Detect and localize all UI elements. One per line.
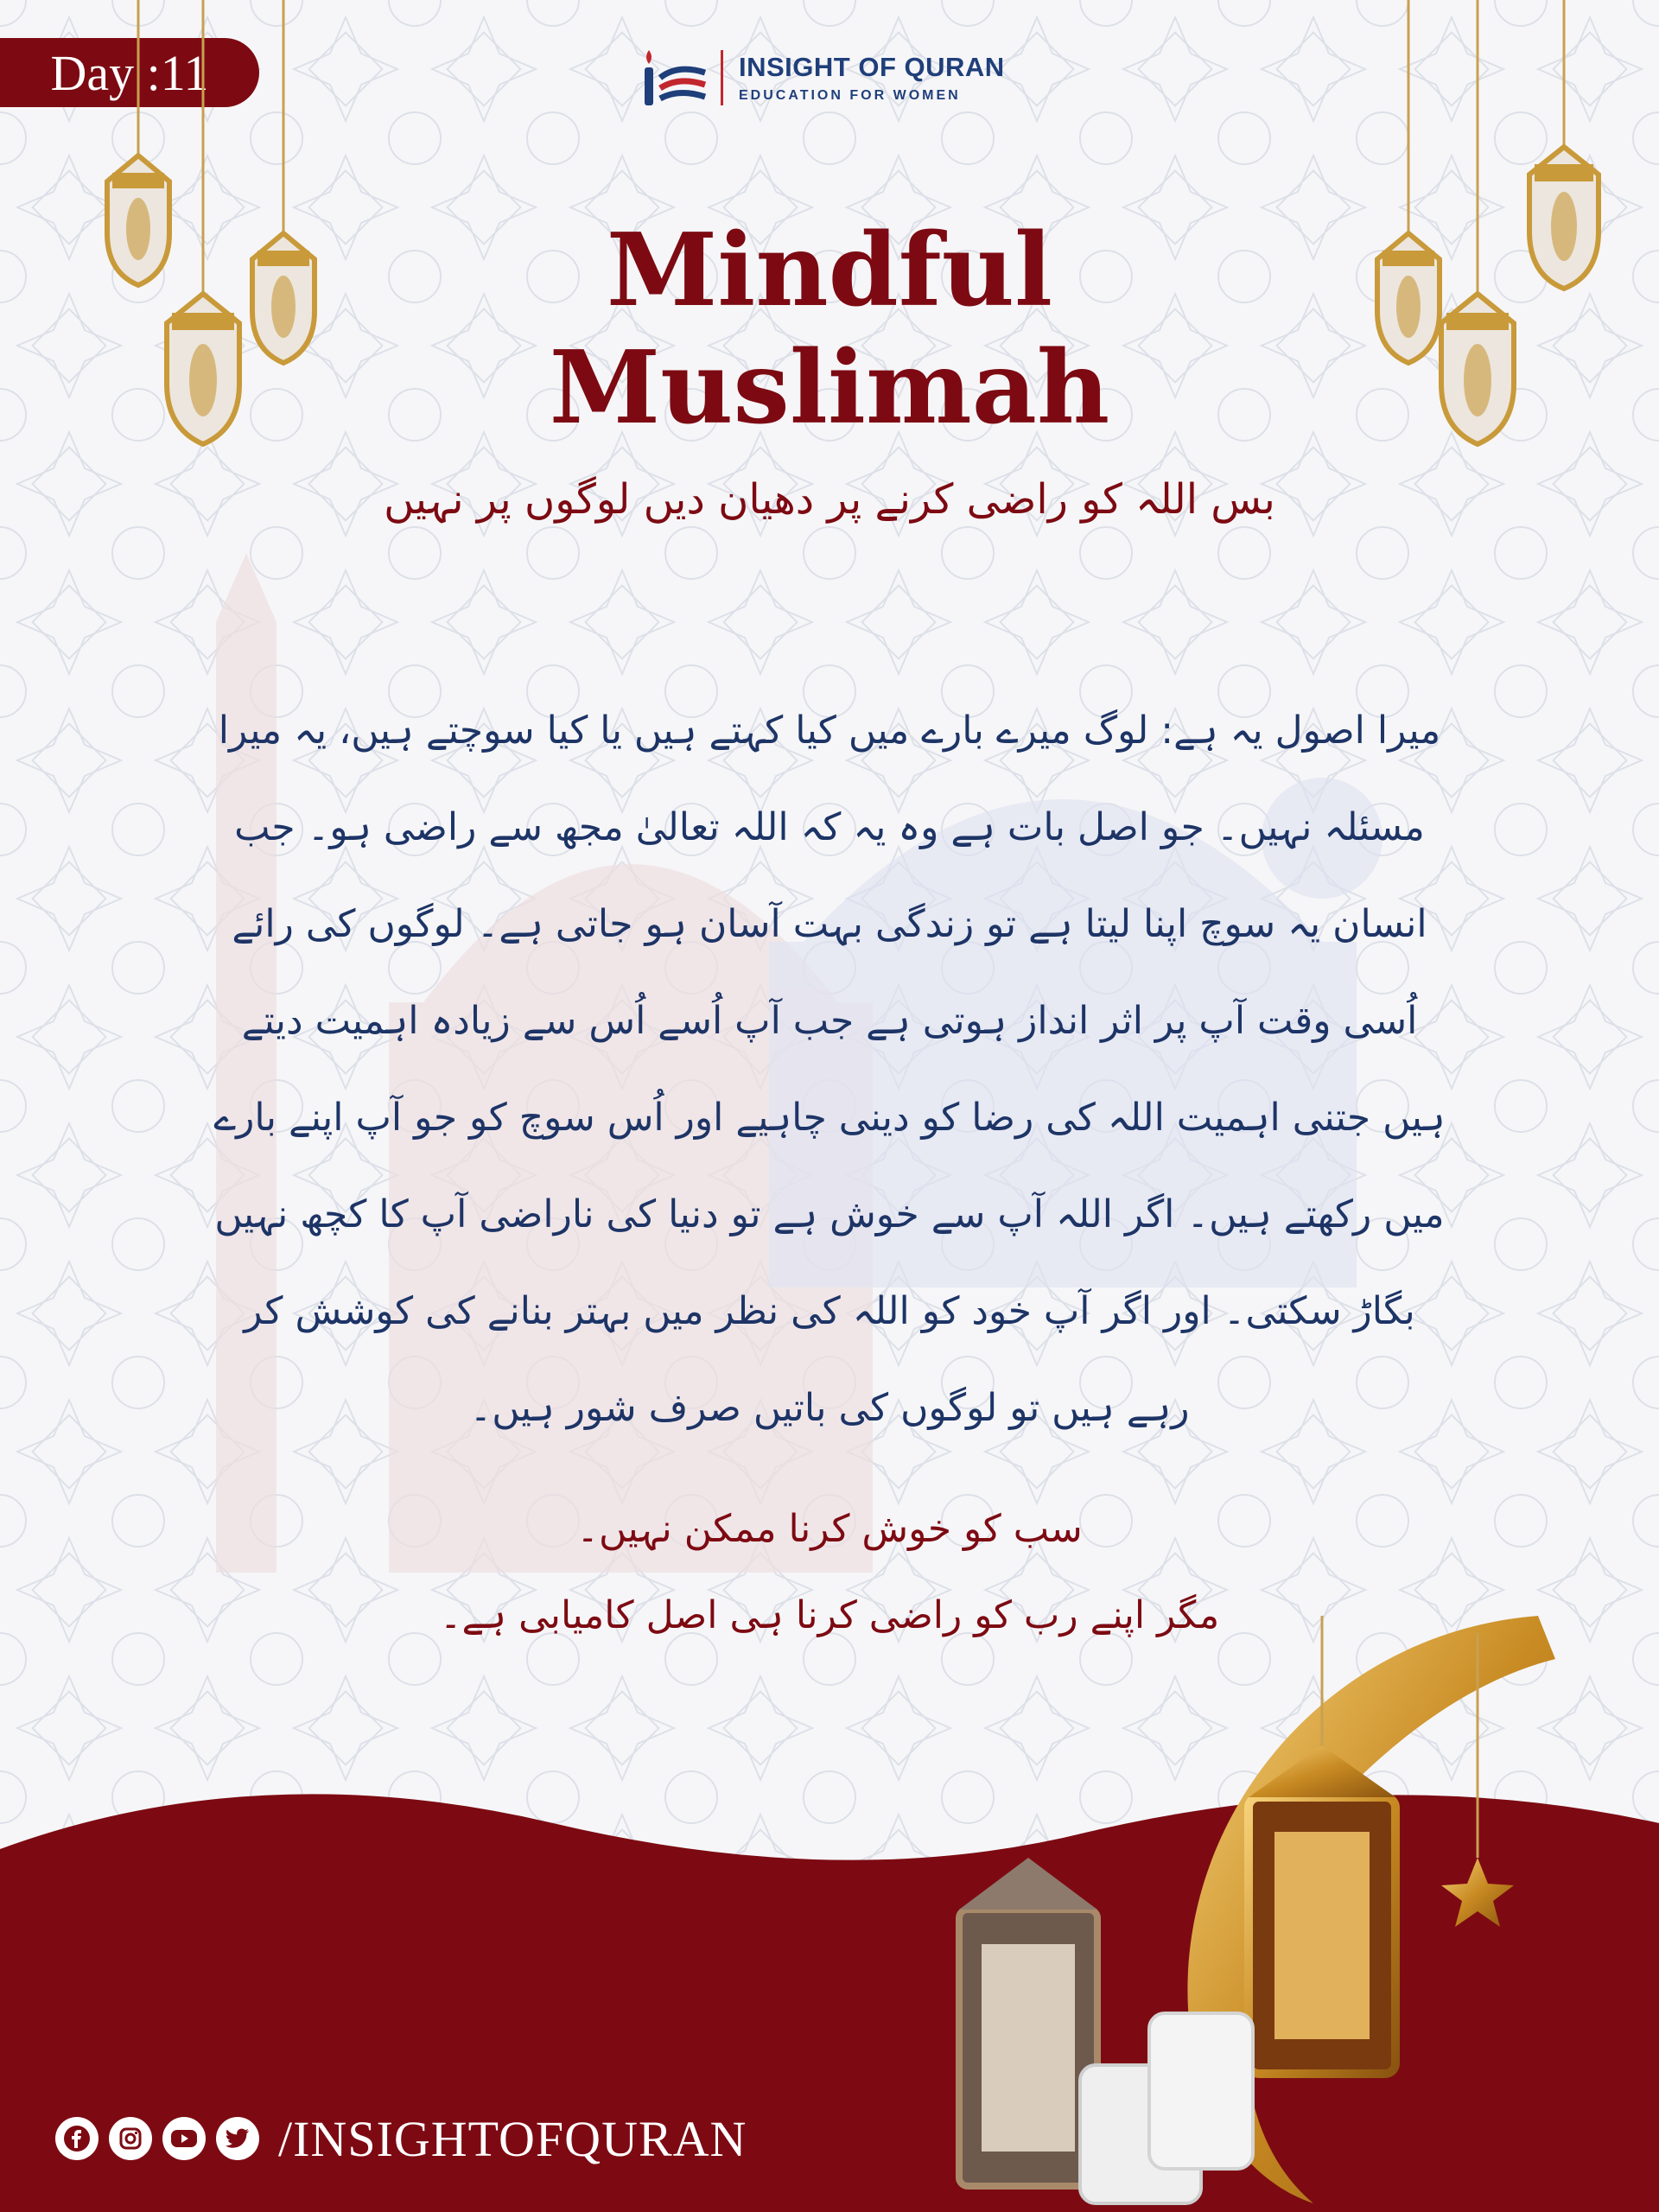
urdu-body-paragraph: میرا اصول یہ ہے: لوگ میرے بارے میں کیا کہتے ہیں یا کیا سوچتے ہیں، یہ میرا مسئلہ نہیں۔ جو اصل بات ہے وہ یہ کہ اللہ تعالیٰ مجھ سے راضی ہو۔ جب انسان یہ سوچ اپنا لیتا ہے تو زندگی بہت آسان ہو جاتی ہے۔ لوگوں کی رائے اُسی وقت آپ پر اثر انداز ہوتی ہے جب آپ اُسے اُس سے زیادہ اہمیت دیتے ہیں جتنی اہمیت اللہ کی رضا کو دینی چاہیے اور اُس سوچ کو جو آپ اپنے بارے میں رکھتے ہیں۔ اگر اللہ آپ سے خوش ہے تو دنیا کی ناراضی آپ کا کچھ نہیں بگاڑ سکتی۔ اور اگر آپ خود کو اللہ کی نظر میں بہتر بنانے کی کوشش کر رہے ہیں تو لوگوں کی باتیں صرف شور ہیں۔ [213,709,1446,1430]
page-title: Mindful Muslimah [549,212,1110,447]
hanging-lanterns-left [78,0,337,518]
closing-line: سب کو خوش کرنا ممکن نہیں۔ [576,1507,1083,1551]
twitter-icon[interactable] [216,2117,259,2160]
social-footer [55,2108,747,2169]
day-badge: Day :11 [0,38,259,107]
youtube-icon[interactable] [162,2117,206,2160]
brand-name: INSIGHT OF QURAN [739,52,1005,82]
brand-logo [639,43,1005,112]
hanging-lanterns-right [1331,0,1624,518]
brand-tagline: EDUCATION FOR WOMEN [739,88,961,103]
quran-logo-icon [639,43,709,112]
logo-divider [721,50,723,105]
closing-line: مگر اپنے رب کو راضی کرنا ہی اصل کامیابی ہے۔ [439,1593,1220,1637]
urdu-subtitle: بس اللہ کو راضی کرنے پر دھیان دیں لوگوں پر نہیں [384,475,1275,524]
social-handle[interactable]: /INSIGHTOFQURAN [278,2110,747,2167]
crescent-lantern-decoration [950,1581,1659,2212]
facebook-icon[interactable] [55,2117,99,2160]
instagram-icon[interactable] [109,2117,152,2160]
